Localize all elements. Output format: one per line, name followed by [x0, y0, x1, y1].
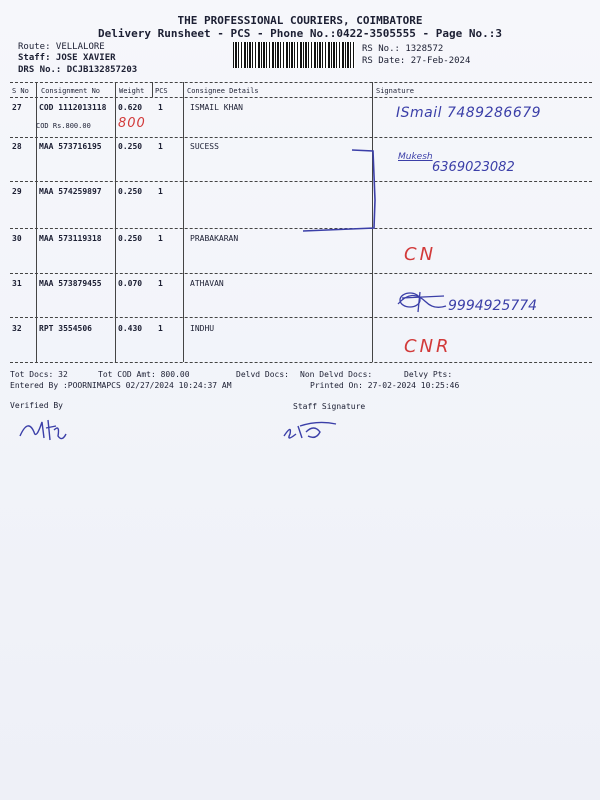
row-weight: 0.250 — [118, 187, 143, 196]
row-weight: 0.620 — [118, 103, 143, 112]
row-consignment: MAA 573879455 — [39, 279, 102, 288]
verified-by-label: Verified By — [10, 401, 63, 410]
handwritten-signature-row28-name: Mukesh — [398, 152, 433, 162]
row-pcs: 1 — [158, 103, 163, 112]
delivered-docs: Delvd Docs: — [236, 370, 289, 379]
row-consignee: PRABAKARAN — [190, 234, 239, 243]
verified-by-signature — [20, 420, 66, 440]
row-sno: 29 — [12, 187, 22, 196]
row-consignee: SUCESS — [190, 142, 219, 151]
col-header-signature: Signature — [376, 87, 414, 95]
row-pcs: 1 — [158, 279, 163, 288]
handwritten-remark-row32: CNR — [404, 336, 452, 357]
entered-by: Entered By :POORNIMAPCS 02/27/2024 10:24:37 AM — [10, 381, 232, 390]
row-pcs: 1 — [158, 324, 163, 333]
runsheet-subtitle: Delivery Runsheet - PCS - Phone No.:0422-3505555 - Page No.:3 — [98, 27, 502, 40]
col-header-weight: Weight — [119, 87, 145, 95]
route-label: Route: VELLALORE — [18, 42, 105, 52]
row-sno: 32 — [12, 324, 22, 333]
row-consignment: MAA 573119318 — [39, 234, 102, 243]
rs-date: RS Date: 27-Feb-2024 — [362, 56, 471, 66]
row-consignee: INDHU — [190, 324, 215, 333]
col-header-pcs: PCS — [155, 87, 168, 95]
row-sno: 30 — [12, 234, 22, 243]
drs-number: DRS No.: DCJB132857203 — [18, 65, 138, 75]
printed-on: Printed On: 27-02-2024 10:25:46 — [310, 381, 460, 390]
handwritten-signature-row31-phone: 9994925774 — [448, 298, 538, 314]
company-title: THE PROFESSIONAL COURIERS, COIMBATORE — [177, 14, 423, 27]
row-pcs: 1 — [158, 187, 163, 196]
scribbled-signature-row31 — [398, 292, 446, 312]
row-weight: 0.250 — [118, 234, 143, 243]
row-pcs: 1 — [158, 234, 163, 243]
total-docs: Tot Docs: 32 — [10, 370, 68, 379]
col-header-consignee: Consignee Details — [187, 87, 259, 95]
handwritten-bracket — [303, 150, 375, 231]
row-sno: 28 — [12, 142, 22, 151]
row-weight: 0.430 — [118, 324, 143, 333]
rs-number: RS No.: 1328572 — [362, 44, 444, 54]
cod-amount-note: COD Rs.800.00 — [36, 122, 91, 130]
staff-label: Staff: JOSE XAVIER — [18, 53, 116, 63]
handwritten-remark-row30: CN — [404, 244, 437, 265]
row-consignment: RPT 3554506 — [39, 324, 92, 333]
delivery-points: Delvy Pts: — [404, 370, 453, 379]
handwritten-signature-row28-phone: 6369023082 — [432, 160, 515, 175]
row-consignment: MAA 573716195 — [39, 142, 102, 151]
col-header-sno: S No — [12, 87, 29, 95]
row-sno: 27 — [12, 103, 22, 112]
row-consignee: ATHAVAN — [190, 279, 224, 288]
row-weight: 0.250 — [118, 142, 143, 151]
staff-signature-mark — [284, 422, 336, 438]
col-header-consignment: Consignment No — [41, 87, 101, 95]
row-weight: 0.070 — [118, 279, 143, 288]
total-cod-amount: Tot COD Amt: 800.00 — [98, 370, 190, 379]
staff-signature-label: Staff Signature — [293, 402, 366, 411]
row-sno: 31 — [12, 279, 22, 288]
row-consignment: MAA 574259897 — [39, 187, 102, 196]
handwritten-cod-amount: 800 — [118, 116, 146, 131]
handwritten-signature-row27: ISmail 7489286679 — [396, 105, 542, 121]
non-delivered-docs: Non Delvd Docs: — [300, 370, 373, 379]
row-consignee: ISMAIL KHAN — [190, 103, 243, 112]
row-pcs: 1 — [158, 142, 163, 151]
row-consignment: COD 1112013118 — [39, 103, 107, 112]
